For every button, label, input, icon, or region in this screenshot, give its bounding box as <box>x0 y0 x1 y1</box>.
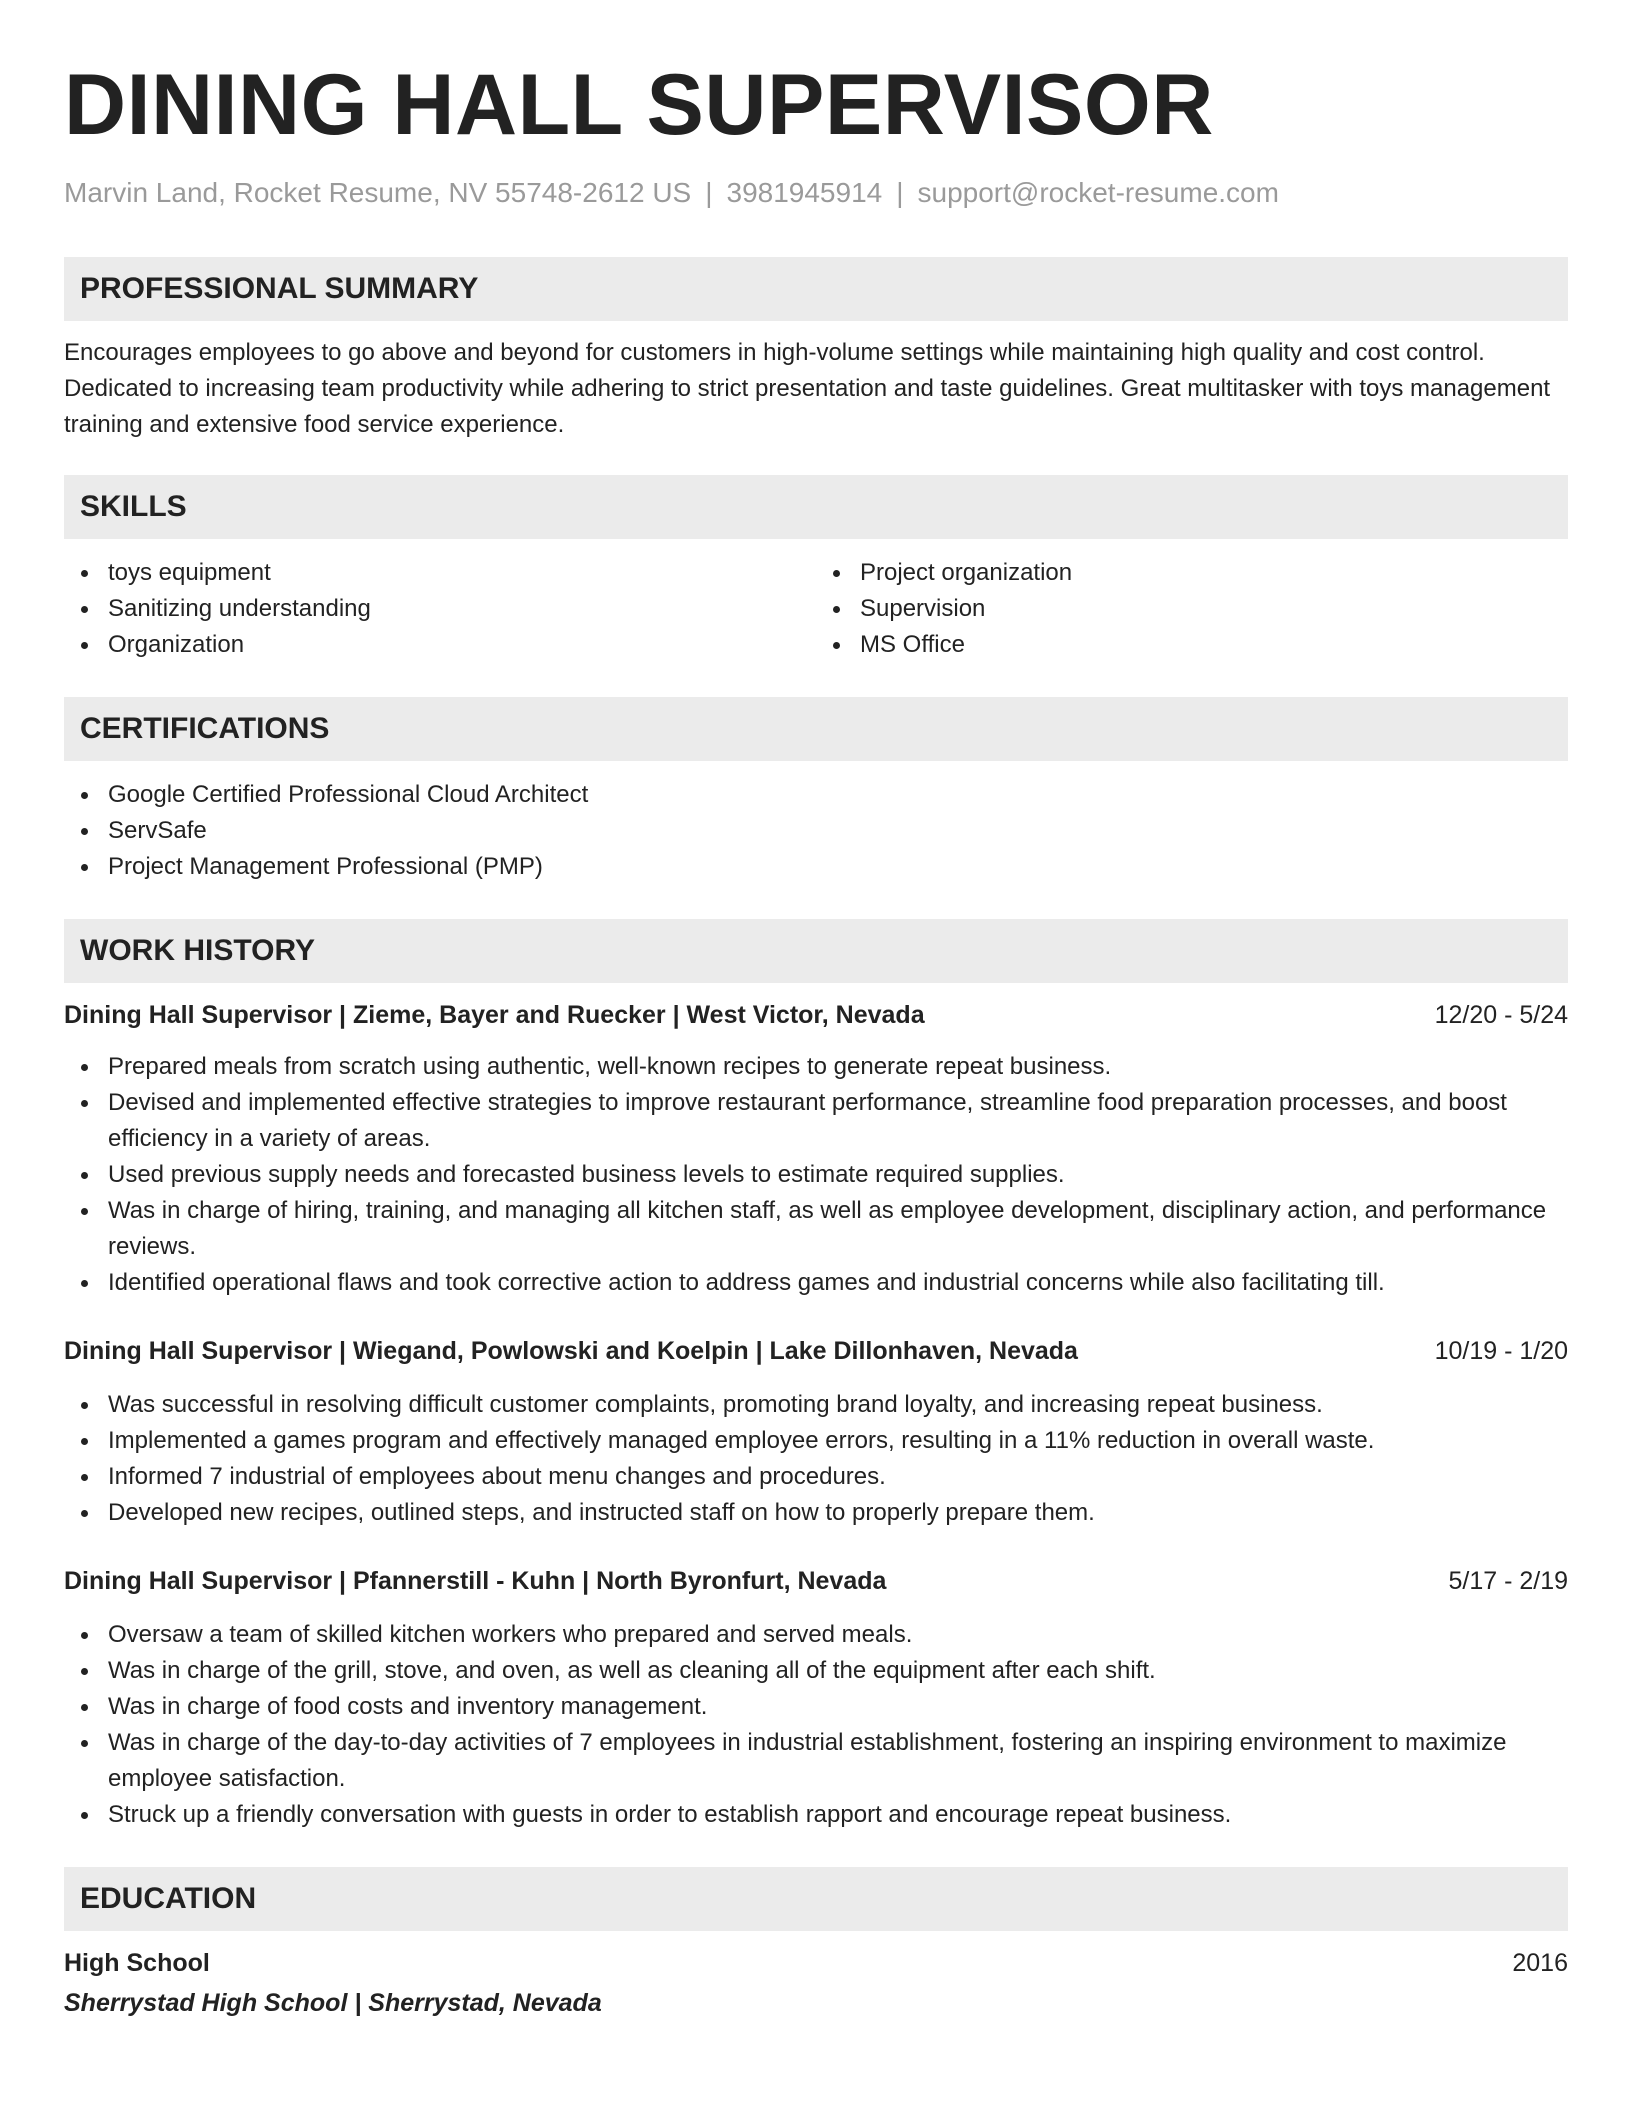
certification-item: Google Certified Professional Cloud Architect <box>64 777 1568 813</box>
job-bullets <box>64 1049 1568 1301</box>
education-header <box>64 1945 1568 1981</box>
contact-address: Marvin Land, Rocket Resume, NV 55748-2612 US <box>64 177 692 208</box>
job-bullet: Identified operational flaws and took corrective action to address games and industrial concerns while also facilitating till. <box>64 1265 1568 1301</box>
job-title: Dining Hall Supervisor | Wiegand, Powlowski and Koelpin | Lake Dillonhaven, Nevada <box>64 1337 1078 1365</box>
certifications-list <box>64 777 1568 885</box>
job-dates: 10/19 - 1/20 <box>1434 1337 1568 1365</box>
skill-item: Supervision <box>816 591 1568 627</box>
education-heading: EDUCATION <box>64 1867 1568 1931</box>
job-bullet: Was in charge of the grill, stove, and oven, as well as cleaning all of the equipment after each shift. <box>64 1653 1568 1689</box>
job-dates: 12/20 - 5/24 <box>1434 1001 1568 1029</box>
work-history-heading: WORK HISTORY <box>64 919 1568 983</box>
skills-grid <box>64 555 1568 663</box>
job-bullet: Was in charge of the day-to-day activities of 7 employees in industrial establishment, fostering an inspiring environment to maximize employee satisfaction. <box>64 1725 1568 1797</box>
education-section <box>64 1867 1568 2021</box>
skill-item: toys equipment <box>64 555 816 591</box>
certification-item: ServSafe <box>64 813 1568 849</box>
job-entry <box>64 1333 1568 1531</box>
job-entry <box>64 1563 1568 1833</box>
job-bullet: Implemented a games program and effectively managed employee errors, resulting in a 11% reduction in overall waste. <box>64 1423 1568 1459</box>
skill-item: Sanitizing understanding <box>64 591 816 627</box>
contact-separator: | <box>896 177 904 208</box>
summary-section <box>64 257 1568 443</box>
skills-section <box>64 475 1568 663</box>
contact-separator: | <box>705 177 713 208</box>
job-bullet: Prepared meals from scratch using authentic, well-known recipes to generate repeat business. <box>64 1049 1568 1085</box>
summary-text: Encourages employees to go above and beyond for customers in high-volume settings while maintaining high quality and cost control. Dedicated to increasing team productivity while adhering to strict presentation and taste guidelines. Great multitasker with toys management training and extensive food service experience. <box>64 339 1551 438</box>
contact-line <box>64 176 1568 210</box>
job-bullet: Was successful in resolving difficult customer complaints, promoting brand loyalty, and increasing repeat business. <box>64 1387 1568 1423</box>
job-bullets <box>64 1617 1568 1833</box>
job-entry <box>64 997 1568 1301</box>
skill-item: Project organization <box>816 555 1568 591</box>
summary-heading: PROFESSIONAL SUMMARY <box>64 257 1568 321</box>
job-title: Dining Hall Supervisor | Pfannerstill - Kuhn | North Byronfurt, Nevada <box>64 1567 887 1595</box>
education-school: Sherrystad High School | Sherrystad, Nevada <box>64 1989 602 2017</box>
job-bullet: Developed new recipes, outlined steps, and instructed staff on how to properly prepare them. <box>64 1495 1568 1531</box>
skills-right-list <box>816 555 1568 663</box>
certifications-section <box>64 697 1568 885</box>
job-bullet: Oversaw a team of skilled kitchen workers who prepared and served meals. <box>64 1617 1568 1653</box>
job-header <box>64 997 1568 1033</box>
job-bullet: Struck up a friendly conversation with guests in order to establish rapport and encourage repeat business. <box>64 1797 1568 1833</box>
education-year: 2016 <box>1512 1949 1568 1977</box>
certifications-heading: CERTIFICATIONS <box>64 697 1568 761</box>
job-header <box>64 1333 1568 1369</box>
job-dates: 5/17 - 2/19 <box>1448 1567 1568 1595</box>
contact-email: support@rocket-resume.com <box>917 177 1279 208</box>
job-bullets <box>64 1387 1568 1531</box>
skills-heading: SKILLS <box>64 475 1568 539</box>
job-bullet: Devised and implemented effective strategies to improve restaurant performance, streamline food preparation processes, and boost efficiency in a variety of areas. <box>64 1085 1568 1157</box>
contact-phone: 3981945914 <box>726 177 883 208</box>
job-bullet: Informed 7 industrial of employees about menu changes and procedures. <box>64 1459 1568 1495</box>
skill-item: MS Office <box>816 627 1568 663</box>
work-history-section <box>64 919 1568 1833</box>
job-header <box>64 1563 1568 1599</box>
job-bullet: Was in charge of food costs and inventory management. <box>64 1689 1568 1725</box>
skill-item: Organization <box>64 627 816 663</box>
job-bullet: Used previous supply needs and forecasted business levels to estimate required supplies. <box>64 1157 1568 1193</box>
resume-name: DINING HALL SUPERVISOR <box>64 57 1214 153</box>
certification-item: Project Management Professional (PMP) <box>64 849 1568 885</box>
job-bullet: Was in charge of hiring, training, and managing all kitchen staff, as well as employee development, disciplinary action, and performance reviews. <box>64 1193 1568 1265</box>
skills-left-list <box>64 555 816 663</box>
education-degree: High School <box>64 1949 210 1977</box>
job-title: Dining Hall Supervisor | Zieme, Bayer and Ruecker | West Victor, Nevada <box>64 1001 925 1029</box>
